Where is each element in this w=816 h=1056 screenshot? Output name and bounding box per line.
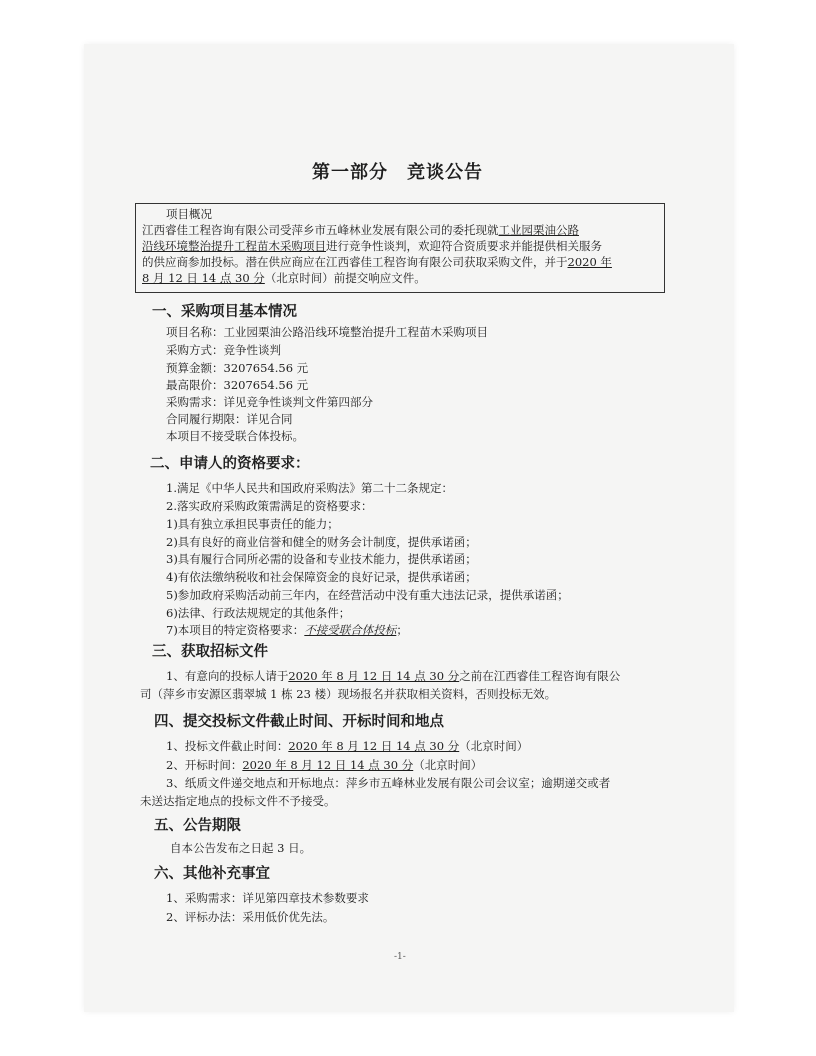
s5-line: 自本公告发布之日起 3 日。 xyxy=(170,841,312,855)
s2-line: 1.满足《中华人民共和国政府采购法》第二十二条规定： xyxy=(166,481,453,495)
s1-line: 项目名称：工业园栗油公路沿线环境整治提升工程苗木采购项目 xyxy=(166,325,488,339)
s1-line: 预算金额：3207654.56 元 xyxy=(166,361,309,375)
s2-line-7: 7)本项目的特定资格要求：不接受联合体投标； xyxy=(166,623,408,637)
s2-line: 6)法律、行政法规规定的其他条件； xyxy=(166,606,351,620)
page-number: -1- xyxy=(394,952,406,962)
s4-line-4: 未送达指定地点的投标文件不予接受。 xyxy=(140,794,336,808)
s2-line: 2)具有良好的商业信誉和健全的财务会计制度，提供承诺函； xyxy=(166,535,477,549)
section-1-heading: 一、采购项目基本情况 xyxy=(152,304,297,320)
section-4-heading: 四、提交投标文件截止时间、开标时间和地点 xyxy=(154,714,444,730)
s4-line-2: 2、开标时间：2020 年 8 月 12 日 14 点 30 分（北京时间） xyxy=(166,758,483,772)
section-2-heading: 二、申请人的资格要求： xyxy=(150,456,310,472)
s2-line: 5)参加政府采购活动前三年内，在经营活动中没有重大违法记录，提供承诺函； xyxy=(166,588,569,602)
s1-line: 合同履行期限：详见合同 xyxy=(166,412,293,426)
s2-line: 3)具有履行合同所必需的设备和专业技术能力，提供承诺函； xyxy=(166,552,477,566)
s1-line: 最高限价：3207654.56 元 xyxy=(166,378,309,392)
s4-line-1: 1、投标文件截止时间：2020 年 8 月 12 日 14 点 30 分（北京时间） xyxy=(166,739,529,753)
s2-line: 1)具有独立承担民事责任的能力； xyxy=(166,517,339,531)
overview-line-3: 的供应商参加投标。潜在供应商应在江西睿佳工程咨询有限公司获取采购文件，并于2020 年 xyxy=(142,255,612,269)
s1-line: 采购方式：竞争性谈判 xyxy=(166,343,281,357)
s3-paragraph-line-2: 司（萍乡市安源区翡翠城 1 栋 23 楼）现场报名并获取相关资料，否则投标无效。 xyxy=(140,687,557,701)
section-3-heading: 三、获取招标文件 xyxy=(152,644,268,660)
s1-line: 采购需求：详见竞争性谈判文件第四部分 xyxy=(166,395,373,409)
s6-line: 2、评标办法：采用低价优先法。 xyxy=(166,910,335,924)
overview-line-1: 江西睿佳工程咨询有限公司受萍乡市五峰林业发展有限公司的委托现就工业园栗油公路 xyxy=(142,223,579,237)
s3-paragraph-line-1: 1、有意向的投标人请于2020 年 8 月 12 日 14 点 30 分之前在江西睿佳工程咨询有限公 xyxy=(166,669,621,683)
s6-line: 1、采购需求：详见第四章技术参数要求 xyxy=(166,891,369,905)
section-6-heading: 六、其他补充事宜 xyxy=(154,866,270,882)
section-5-heading: 五、公告期限 xyxy=(154,818,241,834)
s2-line: 4)有依法缴纳税收和社会保障资金的良好记录，提供承诺函； xyxy=(166,570,477,584)
overview-heading: 项目概况 xyxy=(166,207,212,221)
overview-line-4: 8 月 12 日 14 点 30 分（北京时间）前提交响应文件。 xyxy=(142,271,426,285)
s2-line: 2.落实政府采购政策需满足的资格要求： xyxy=(166,499,373,513)
s1-line: 本项目不接受联合体投标。 xyxy=(166,429,304,443)
overview-line-2: 沿线环境整治提升工程苗木采购项目进行竞争性谈判，欢迎符合资质要求并能提供相关服务 xyxy=(142,239,602,253)
document-title: 第一部分 竞谈公告 xyxy=(312,162,483,183)
s4-line-3: 3、纸质文件递交地点和开标地点：萍乡市五峰林业发展有限公司会议室；逾期递交或者 xyxy=(166,776,611,790)
